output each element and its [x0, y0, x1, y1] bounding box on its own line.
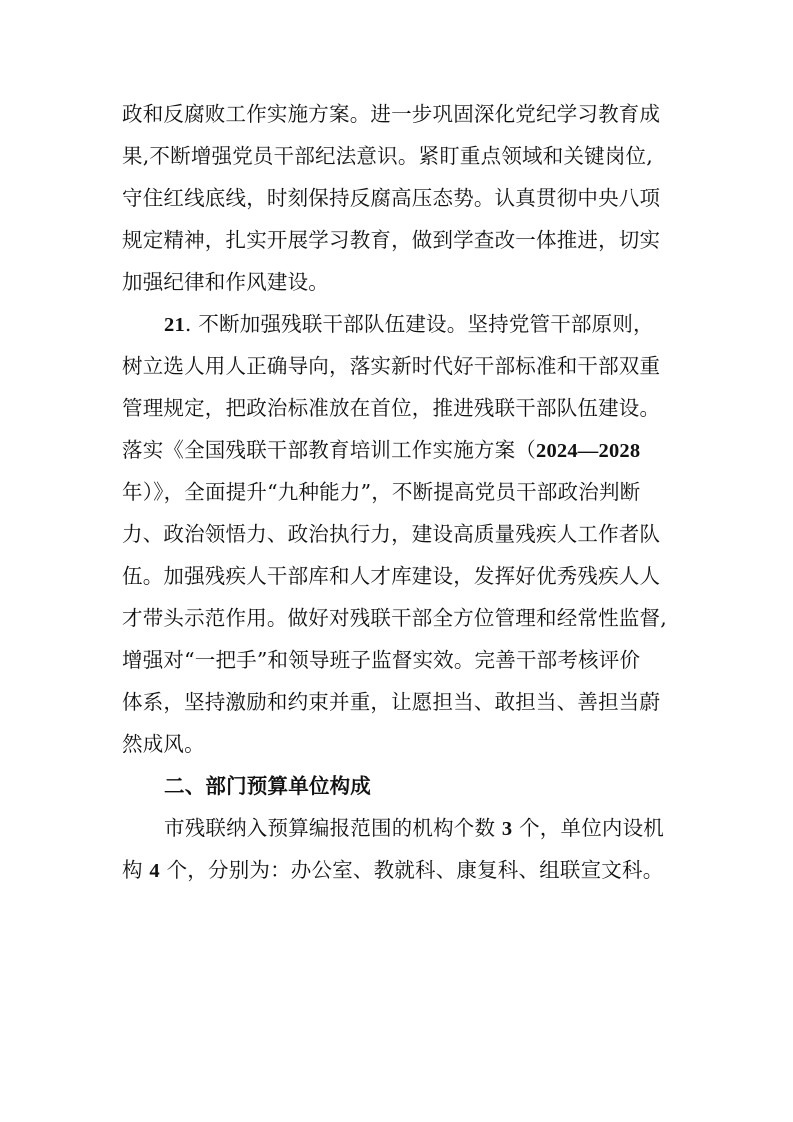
department-count: 4: [149, 860, 160, 882]
section-heading: 二、部门预算单位构成: [164, 774, 371, 798]
text-segment: 构: [122, 858, 150, 882]
text-line: 增强对“一把手”和领导班子监督实效。完善干部考核评价: [122, 648, 641, 672]
institution-count: 3: [501, 818, 513, 840]
text-segment: 市残联纳入预算编报范围的机构个数: [164, 816, 502, 840]
text-segment: 个，单位内设机: [512, 816, 664, 840]
text-line: 力、政治领悟力、政治执行力，建设高质量残疾人工作者队: [122, 522, 661, 546]
plan-name-text: 落实《全国残联干部教育培训工作实施方案（: [122, 438, 536, 462]
text-line: 体系，坚持激励和约束并重，让愿担当、敢担当、善担当蔚: [122, 690, 661, 714]
text-line: 树立选人用人正确导向，落实新时代好干部标准和干部双重: [122, 354, 661, 378]
text-line: [122, 854, 682, 886]
text-line: [164, 812, 684, 844]
text-line: 才带头示范作用。做好对残联干部全方位管理和经常性监督,: [122, 606, 667, 630]
text-line: 伍。加强残疾人干部库和人才库建设，发挥好优秀残疾人人: [122, 564, 661, 588]
text-line: 加强纪律和作风建设。: [122, 270, 329, 294]
text-line: 然成风。: [122, 732, 205, 756]
text-line: 果,不断增强党员干部纪法意识。紧盯重点领域和关键岗位,: [122, 144, 653, 168]
text-line: 守住红线底线，时刻保持反腐高压态势。认真贯彻中央八项: [122, 186, 661, 210]
item-21-title: . 不断加强残联干部队伍建设。坚持党管干部原则，: [184, 312, 654, 336]
text-line: [122, 434, 682, 466]
text-line: 规定精神，扎实开展学习教育，做到学查改一体推进，切实: [122, 228, 661, 252]
text-segment: 个，分别为：办公室、教就科、康复科、组联宣文科。: [159, 858, 664, 882]
item-number: 21: [164, 314, 185, 336]
plan-years: 2024—2028: [536, 440, 641, 462]
text-line: 管理规定，把政治标准放在首位，推进残联干部队伍建设。: [122, 396, 661, 420]
item-21-first-line: [164, 308, 684, 340]
text-line: 年）》，全面提升“九种能力”，不断提高党员干部政治判断: [122, 480, 641, 504]
text-line: 政和反腐败工作实施方案。进一步巩固深化党纪学习教育成: [122, 102, 661, 126]
